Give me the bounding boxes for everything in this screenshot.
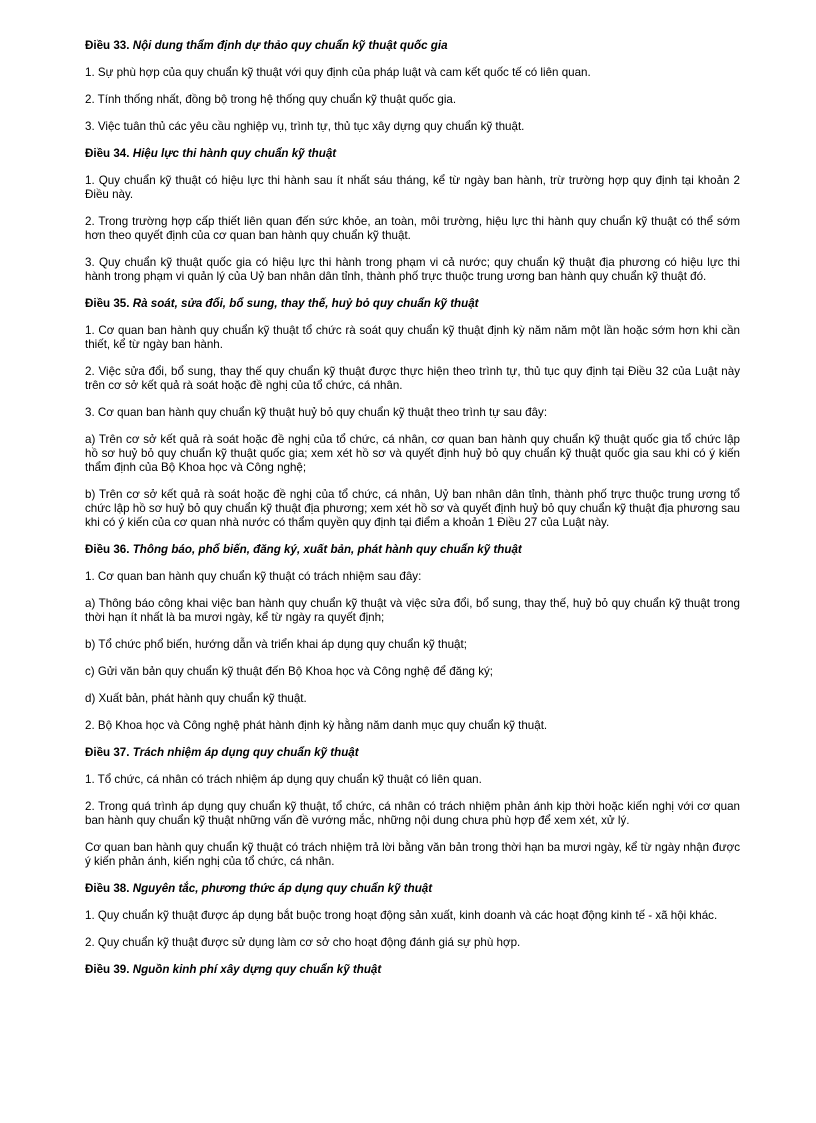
article-title: Hiệu lực thi hành quy chuẩn kỹ thuật <box>132 147 337 160</box>
article-heading <box>85 882 740 896</box>
article-number: Điều 34. <box>85 147 130 160</box>
article-heading <box>85 39 740 53</box>
article-heading <box>85 963 740 977</box>
paragraph: c) Gửi văn bản quy chuẩn kỹ thuật đến Bộ Khoa học và Công nghệ để đăng ký; <box>85 665 494 678</box>
paragraph: 1. Quy chuẩn kỹ thuật có hiệu lực thi hành sau ít nhất sáu tháng, kể từ ngày ban hành, trừ trường hợp quy định tại khoản 2 Điều này. <box>85 174 740 201</box>
paragraph: 2. Việc sửa đổi, bổ sung, thay thế quy chuẩn kỹ thuật được thực hiện theo trình tự, thủ tục quy định tại Điều 32 của Luật này trên cơ sở kết quả rà soát hoặc đề nghị của tổ chức, cá nhân. <box>85 365 740 392</box>
article-title: Nội dung thẩm định dự thảo quy chuẩn kỹ thuật quốc gia <box>132 39 448 52</box>
paragraph: 1. Cơ quan ban hành quy chuẩn kỹ thuật có trách nhiệm sau đây: <box>85 570 422 583</box>
paragraph: 2. Bộ Khoa học và Công nghệ phát hành định kỳ hằng năm danh mục quy chuẩn kỹ thuật. <box>85 719 548 732</box>
article-title: Nguồn kinh phí xây dựng quy chuẩn kỹ thuật <box>132 963 382 976</box>
paragraph: b) Tổ chức phổ biến, hướng dẫn và triển khai áp dụng quy chuẩn kỹ thuật; <box>85 638 467 651</box>
paragraph: a) Thông báo công khai việc ban hành quy chuẩn kỹ thuật và việc sửa đổi, bổ sung, thay thế, huỷ bỏ quy chuẩn kỹ thuật trong thời hạn ít nhất là ba mươi ngày, kể từ ngày ra quyết định; <box>85 597 740 624</box>
paragraph: 1. Sự phù hợp của quy chuẩn kỹ thuật với quy định của pháp luật và cam kết quốc tế có liên quan. <box>85 66 591 79</box>
article-heading <box>85 746 740 760</box>
paragraph: 1. Quy chuẩn kỹ thuật được áp dụng bắt buộc trong hoạt động sản xuất, kinh doanh và các hoạt động kinh tế - xã hội khác. <box>85 909 718 922</box>
paragraph: 1. Tổ chức, cá nhân có trách nhiệm áp dụng quy chuẩn kỹ thuật có liên quan. <box>85 773 482 786</box>
article-title: Trách nhiệm áp dụng quy chuẩn kỹ thuật <box>132 746 359 759</box>
article-number: Điều 35. <box>85 297 130 310</box>
paragraph: 1. Cơ quan ban hành quy chuẩn kỹ thuật tổ chức rà soát quy chuẩn kỹ thuật định kỳ năm năm một lần hoặc sớm hơn khi cần thiết, kể từ ngày ban hành. <box>85 324 740 351</box>
paragraph: 3. Cơ quan ban hành quy chuẩn kỹ thuật huỷ bỏ quy chuẩn kỹ thuật theo trình tự sau đây: <box>85 406 548 419</box>
article-number: Điều 36. <box>85 543 130 556</box>
paragraph: 2. Quy chuẩn kỹ thuật được sử dụng làm cơ sở cho hoạt động đánh giá sự phù hợp. <box>85 936 521 949</box>
paragraph: 3. Việc tuân thủ các yêu cầu nghiệp vụ, trình tự, thủ tục xây dựng quy chuẩn kỹ thuật. <box>85 120 525 133</box>
article-heading <box>85 297 740 311</box>
article-title: Thông báo, phổ biến, đăng ký, xuất bản, phát hành quy chuẩn kỹ thuật <box>132 543 522 556</box>
article-number: Điều 38. <box>85 882 130 895</box>
article-number: Điều 39. <box>85 963 130 976</box>
paragraph: a) Trên cơ sở kết quả rà soát hoặc đề nghị của tổ chức, cá nhân, cơ quan ban hành quy chuẩn kỹ thuật quốc gia tổ chức lập hồ sơ huỷ bỏ quy chuẩn kỹ thuật quốc gia; xem xét hồ sơ và quyết định huỷ bỏ quy chuẩn kỹ thuật quốc gia sau khi có ý kiến thẩm định của Bộ Khoa học và Công nghệ; <box>85 433 740 474</box>
article-heading <box>85 147 740 161</box>
paragraph: 3. Quy chuẩn kỹ thuật quốc gia có hiệu lực thi hành trong phạm vi cả nước; quy chuẩn kỹ thuật địa phương có hiệu lực thi hành trong phạm vi quản lý của Uỷ ban nhân dân tỉnh, thành phố trực thuộc trung ương ban hành quy chuẩn kỹ thuật đó. <box>85 256 740 283</box>
paragraph: Cơ quan ban hành quy chuẩn kỹ thuật có trách nhiệm trả lời bằng văn bản trong thời hạn ba mươi ngày, kể từ ngày nhận được ý kiến phản ánh, kiến nghị của tổ chức, cá nhân. <box>85 841 740 868</box>
paragraph: 2. Trong trường hợp cấp thiết liên quan đến sức khỏe, an toàn, môi trường, hiệu lực thi hành quy chuẩn kỹ thuật có thể sớm hơn theo quyết định của cơ quan ban hành quy chuẩn kỹ thuật. <box>85 215 740 242</box>
article-title: Rà soát, sửa đổi, bổ sung, thay thế, huỷ bỏ quy chuẩn kỹ thuật <box>132 297 479 310</box>
paragraph: d) Xuất bản, phát hành quy chuẩn kỹ thuật. <box>85 692 307 705</box>
paragraph: b) Trên cơ sở kết quả rà soát hoặc đề nghị của tổ chức, cá nhân, Uỷ ban nhân dân tỉnh, thành phố trực thuộc trung ương tổ chức lập hồ sơ huỷ bỏ quy chuẩn kỹ thuật địa phương; xem xét hồ sơ và quyết định huỷ bỏ quy chuẩn kỹ thuật địa phương sau khi có ý kiến của cơ quan nhà nước có thẩm quyền quy định tại điểm a khoản 1 Điều 27 của Luật này. <box>85 488 740 529</box>
article-title: Nguyên tắc, phương thức áp dụng quy chuẩn kỹ thuật <box>132 882 433 895</box>
article-heading <box>85 543 740 557</box>
paragraph: 2. Tính thống nhất, đồng bộ trong hệ thống quy chuẩn kỹ thuật quốc gia. <box>85 93 457 106</box>
paragraph: 2. Trong quá trình áp dụng quy chuẩn kỹ thuật, tổ chức, cá nhân có trách nhiệm phản ánh kịp thời hoặc kiến nghị với cơ quan ban hành quy chuẩn kỹ thuật những vấn đề vướng mắc, những nội dung chưa phù hợp để xem xét, xử lý. <box>85 800 740 827</box>
article-number: Điều 33. <box>85 39 130 52</box>
article-number: Điều 37. <box>85 746 130 759</box>
